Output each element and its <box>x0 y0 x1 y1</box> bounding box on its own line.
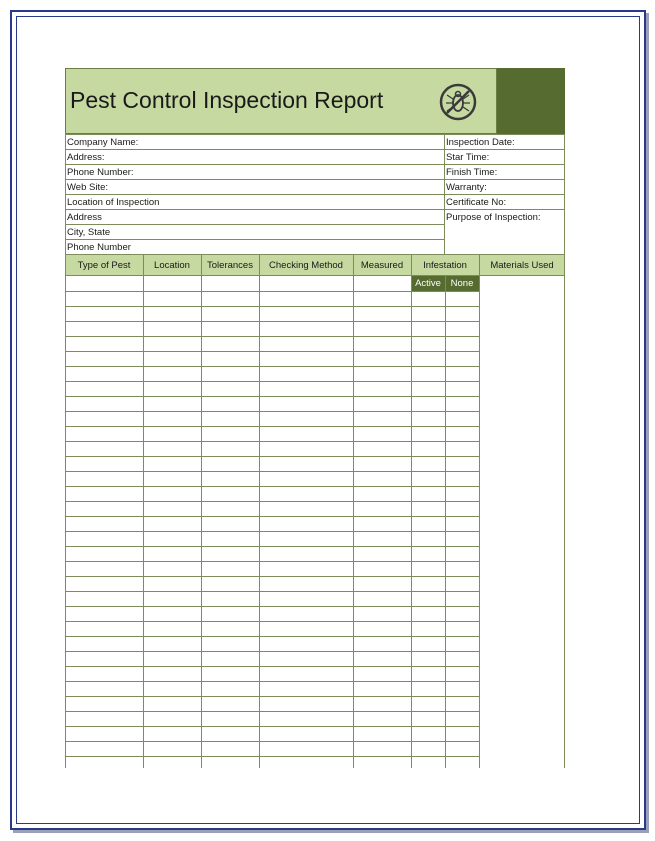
grid-hline <box>65 516 479 517</box>
col-measured: Measured <box>353 254 411 276</box>
grid-vline <box>445 276 446 768</box>
grid-vline <box>411 254 412 768</box>
grid-hline <box>65 546 479 547</box>
location-phone-field[interactable]: Phone Number <box>67 242 131 253</box>
grid-vline <box>353 254 354 768</box>
phone-number-field[interactable]: Phone Number: <box>65 165 444 180</box>
grid-hline <box>65 351 479 352</box>
address-field[interactable]: Address: <box>65 150 444 165</box>
grid-hline <box>65 456 479 457</box>
no-pest-icon <box>438 82 478 122</box>
grid-hline <box>65 756 479 757</box>
purpose-of-inspection-field[interactable]: Purpose of Inspection: <box>446 212 541 223</box>
sub-col-none: None <box>445 276 479 291</box>
grid-hline <box>65 666 479 667</box>
location-address-field[interactable]: Address <box>65 210 444 225</box>
report-sheet <box>65 68 565 769</box>
report-title: Pest Control Inspection Report <box>70 87 384 113</box>
grid-hline <box>65 576 479 577</box>
col-type-of-pest: Type of Pest <box>65 254 143 276</box>
grid-vline <box>564 254 565 768</box>
col-tolerances: Tolerances <box>201 254 259 276</box>
col-checking-method: Checking Method <box>259 254 353 276</box>
grid-hline <box>65 426 479 427</box>
grid-hline <box>65 336 479 337</box>
grid-vline <box>479 254 480 768</box>
grid-hline <box>65 696 479 697</box>
certificate-no-field[interactable]: Certificate No: <box>444 195 565 210</box>
col-materials-used: Materials Used <box>479 254 565 276</box>
grid-hline <box>65 636 479 637</box>
grid-vline <box>201 254 202 768</box>
grid-hline <box>65 471 479 472</box>
finish-time-field[interactable]: Finish Time: <box>444 165 565 180</box>
info-left-border <box>65 134 66 254</box>
grid-hline <box>65 711 479 712</box>
grid-hline <box>65 411 479 412</box>
info-top-border <box>65 134 565 135</box>
grid-hline <box>65 381 479 382</box>
col-location: Location <box>143 254 201 276</box>
info-divider <box>444 134 445 254</box>
grid-hline <box>65 321 479 322</box>
grid-hline <box>65 291 479 292</box>
warranty-field[interactable]: Warranty: <box>444 180 565 195</box>
inspection-date-field[interactable]: Inspection Date: <box>444 135 565 150</box>
grid-hline <box>65 606 479 607</box>
grid-hline <box>65 681 479 682</box>
location-of-inspection-label: Location of Inspection <box>65 195 444 210</box>
grid-hline <box>65 531 479 532</box>
company-name-field[interactable]: Company Name: <box>65 135 444 150</box>
grid-hline <box>65 441 479 442</box>
grid-hline <box>65 726 479 727</box>
city-state-field[interactable]: City, State <box>65 225 444 240</box>
grid-hline <box>65 651 479 652</box>
grid-hline <box>65 621 479 622</box>
sub-col-active: Active <box>411 276 445 291</box>
grid-hline <box>65 591 479 592</box>
grid-hline <box>65 306 479 307</box>
grid-hline <box>65 396 479 397</box>
start-time-field[interactable]: Star Time: <box>444 150 565 165</box>
col-infestation: Infestation <box>411 254 479 276</box>
report-header <box>65 68 497 134</box>
grid-vline <box>143 254 144 768</box>
info-right-border <box>564 134 565 254</box>
grid-hline <box>65 486 479 487</box>
grid-hline <box>65 741 479 742</box>
grid-vline <box>259 254 260 768</box>
grid-hline <box>65 366 479 367</box>
web-site-field[interactable]: Web Site: <box>65 180 444 195</box>
header-accent-block <box>497 68 565 134</box>
grid-hline <box>65 501 479 502</box>
grid-vline <box>65 254 66 768</box>
grid-hline <box>65 561 479 562</box>
